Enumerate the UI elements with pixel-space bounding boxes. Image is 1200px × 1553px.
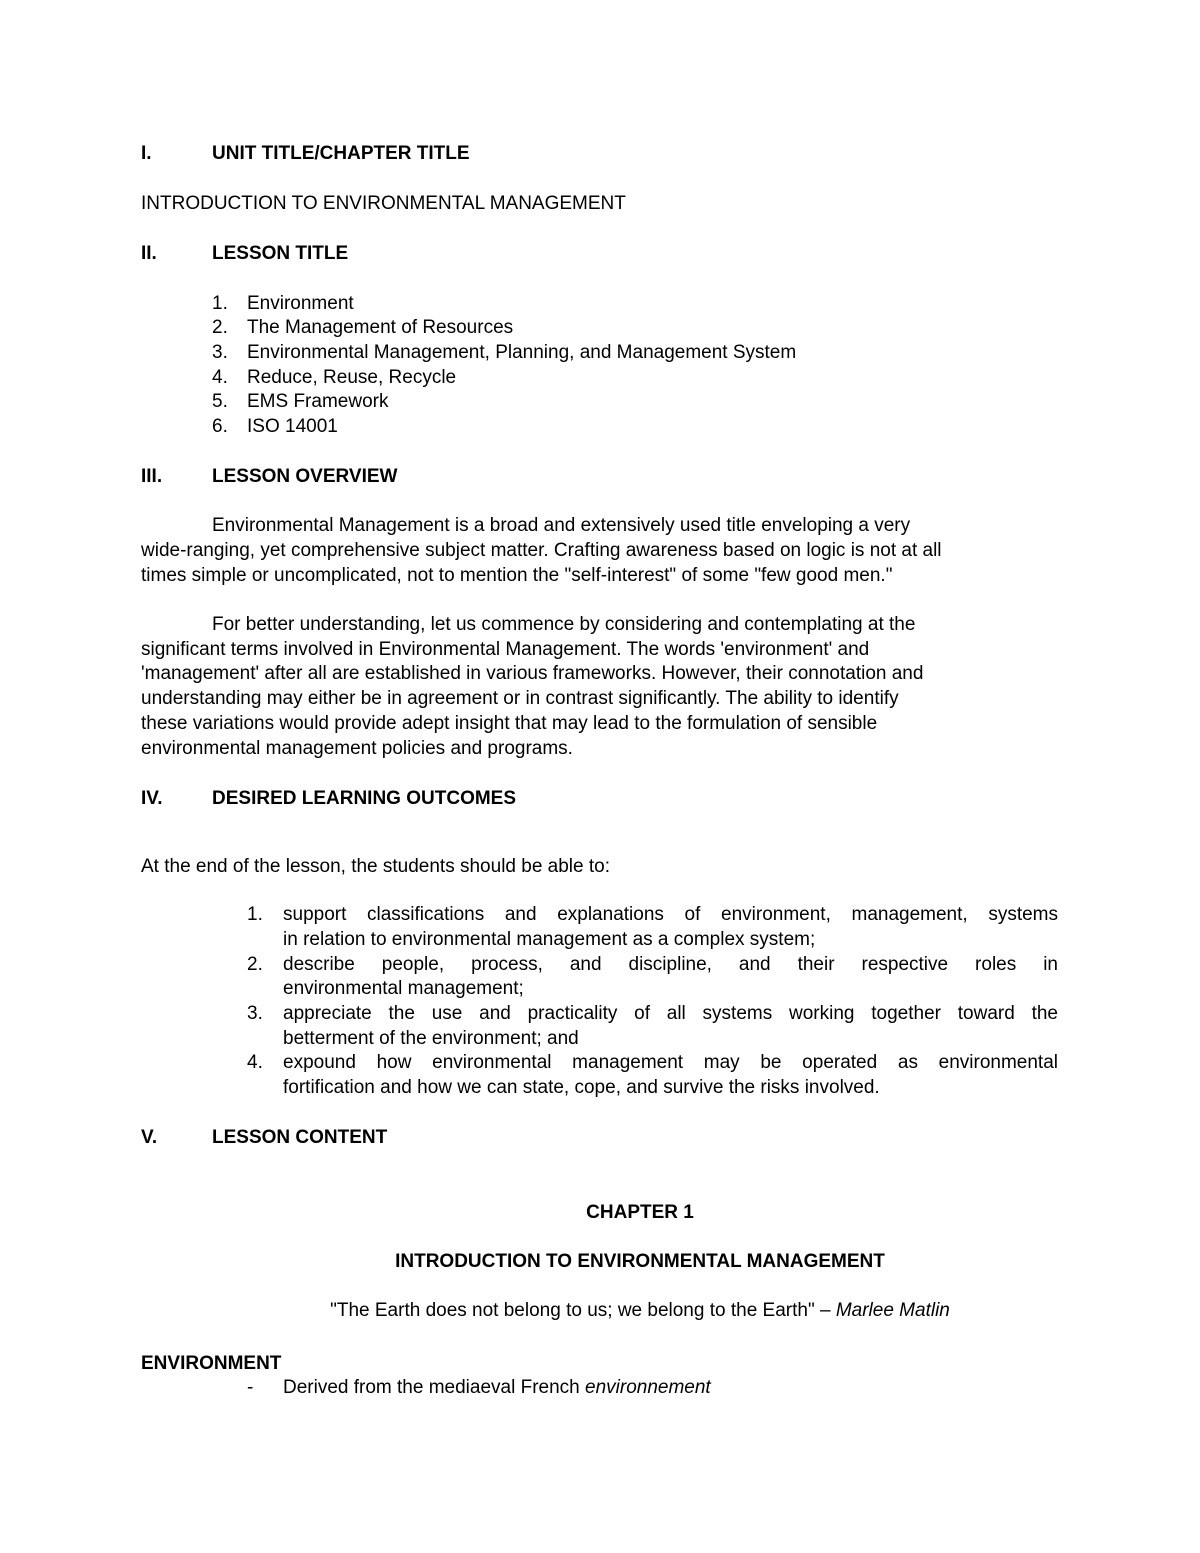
list-item-line: expound how environmental management may be operated as environmental [283,1052,1058,1073]
list-number: 6. [212,416,228,437]
paragraph-line: wide-ranging, yet comprehensive subject matter. Crafting awareness based on logic is not at all [141,540,942,561]
list-number: 1. [247,904,263,925]
paragraph-line: times simple or uncomplicated, not to mention the "self-interest" of some "few good men." [141,565,893,586]
section-number: II. [141,243,157,264]
environment-heading: ENVIRONMENT [141,1353,282,1374]
section-number: III. [141,466,163,487]
list-item-line: in relation to environmental management as a complex system; [283,929,816,950]
quote-text: "The Earth does not belong to us; we belong to the Earth" – [330,1300,836,1321]
list-item-line: describe people, process, and discipline, and their respective roles in [283,954,1058,975]
paragraph-line: For better understanding, let us commence by considering and contemplating at the [212,614,916,635]
list-item: Environment [247,293,354,314]
section-heading: LESSON TITLE [212,243,349,264]
chapter-label: CHAPTER 1 [586,1202,694,1223]
quote-author: Marlee Matlin [835,1300,950,1321]
list-item: EMS Framework [247,391,389,412]
section-heading: LESSON OVERVIEW [212,466,398,487]
list-item-line: environmental management; [283,978,524,999]
list-item: Environmental Management, Planning, and Management System [247,342,797,363]
list-number: 4. [212,367,228,388]
paragraph-line: these variations would provide adept insight that may lead to the formulation of sensible [141,713,878,734]
paragraph-line: environmental management policies and programs. [141,738,573,759]
paragraph-line: understanding may either be in agreement or in contrast significantly. The ability to identify [141,688,899,709]
list-number: 2. [212,317,228,338]
list-item-line: betterment of the environment; and [283,1028,579,1049]
section-number: I. [141,143,152,164]
list-number: 3. [247,1003,263,1024]
section-number: V. [141,1127,158,1148]
section-heading: UNIT TITLE/CHAPTER TITLE [212,143,470,164]
section-heading: DESIRED LEARNING OUTCOMES [212,788,517,809]
paragraph-line: significant terms involved in Environmental Management. The words 'environment' and [141,639,870,660]
chapter-quote [0,1300,1200,1322]
unit-title: INTRODUCTION TO ENVIRONMENTAL MANAGEMENT [141,193,626,214]
paragraph-line: 'management' after all are established in various frameworks. However, their connotation and [141,663,924,684]
list-number: 3. [212,342,228,363]
definition-term: environnement [585,1377,711,1398]
list-item: The Management of Resources [247,317,514,338]
list-item-line: support classifications and explanations of environment, management, systems [283,904,1058,925]
chapter-title: INTRODUCTION TO ENVIRONMENTAL MANAGEMENT [395,1251,885,1272]
bullet-dash: - [247,1377,254,1398]
list-number: 1. [212,293,228,314]
list-item-line: fortification and how we can state, cope, and survive the risks involved. [283,1077,880,1098]
outcomes-intro: At the end of the lesson, the students should be able to: [141,856,610,877]
list-item-line: appreciate the use and practicality of all systems working together toward the [283,1003,1058,1024]
definition-text: Derived from the mediaeval French [283,1377,586,1398]
list-item: Reduce, Reuse, Recycle [247,367,457,388]
section-heading: LESSON CONTENT [212,1127,388,1148]
list-number: 2. [247,954,263,975]
paragraph-line: Environmental Management is a broad and extensively used title enveloping a very [212,515,911,536]
list-item: ISO 14001 [247,416,338,437]
section-number: IV. [141,788,163,809]
list-number: 5. [212,391,228,412]
environment-definition [283,1377,711,1399]
list-number: 4. [247,1052,263,1073]
